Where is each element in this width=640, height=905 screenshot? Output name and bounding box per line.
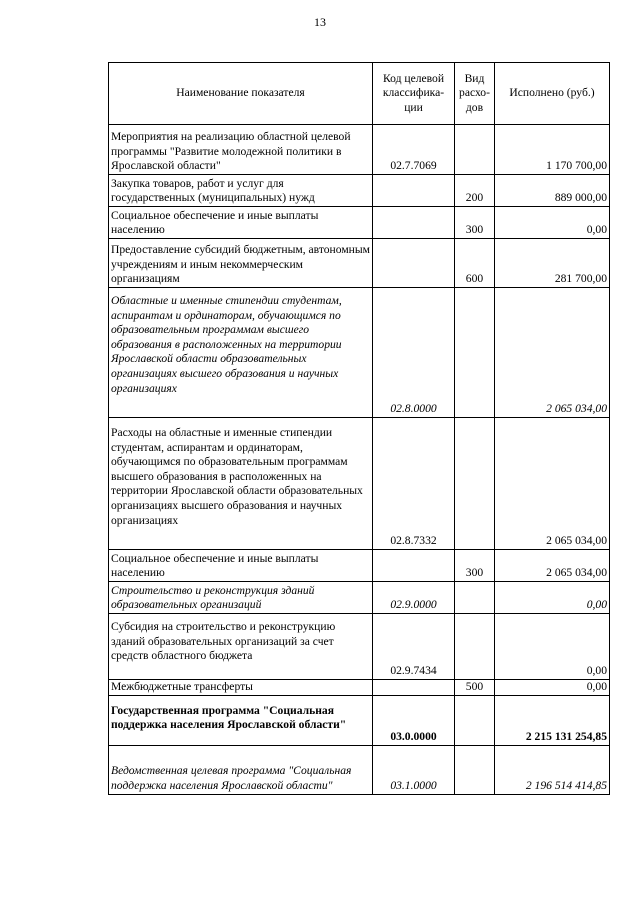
header-code: Код целевой классифика-ции bbox=[373, 63, 455, 125]
row-code: 02.9.0000 bbox=[373, 582, 455, 614]
row-kind bbox=[455, 614, 495, 680]
header-sum: Исполнено (руб.) bbox=[495, 63, 610, 125]
header-kind: Вид расхо-дов bbox=[455, 63, 495, 125]
table-row bbox=[109, 239, 610, 288]
row-sum: 1 170 700,00 bbox=[495, 125, 610, 175]
header-name: Наименование показателя bbox=[109, 63, 373, 125]
row-code: 02.9.7434 bbox=[373, 614, 455, 680]
row-name: Социальное обеспечение и иные выплаты населению bbox=[109, 207, 373, 239]
table-header-row bbox=[109, 63, 610, 125]
row-code bbox=[373, 239, 455, 288]
row-name: Строительство и реконструкция зданий образовательных организаций bbox=[109, 582, 373, 614]
row-code: 03.1.0000 bbox=[373, 745, 455, 794]
row-kind bbox=[455, 125, 495, 175]
table-row bbox=[109, 614, 610, 680]
row-name: Межбюджетные трансферты bbox=[109, 680, 373, 696]
table-row bbox=[109, 695, 610, 745]
row-kind bbox=[455, 582, 495, 614]
row-sum: 2 065 034,00 bbox=[495, 550, 610, 582]
row-sum: 2 215 131 254,85 bbox=[495, 695, 610, 745]
page-number: 13 bbox=[314, 15, 326, 29]
row-code: 02.8.7332 bbox=[373, 418, 455, 550]
row-sum: 0,00 bbox=[495, 680, 610, 696]
table-row bbox=[109, 680, 610, 696]
row-kind bbox=[455, 745, 495, 794]
table-row bbox=[109, 125, 610, 175]
table-row bbox=[109, 550, 610, 582]
row-sum: 0,00 bbox=[495, 614, 610, 680]
row-name: Субсидия на строительство и реконструкцию зданий образовательных организаций за счет средств областного бюджета bbox=[109, 614, 373, 680]
table-row bbox=[109, 207, 610, 239]
row-code: 03.0.0000 bbox=[373, 695, 455, 745]
row-name: Предоставление субсидий бюджетным, автономным учреждениям и иным некоммерческим организациям bbox=[109, 239, 373, 288]
row-name: Государственная программа "Социальная поддержка населения Ярославской области" bbox=[109, 695, 373, 745]
table-row bbox=[109, 175, 610, 207]
row-kind bbox=[455, 695, 495, 745]
row-kind: 200 bbox=[455, 175, 495, 207]
row-name: Мероприятия на реализацию областной целевой программы "Развитие молодежной политики в Ярославской области" bbox=[109, 125, 373, 175]
row-sum: 2 196 514 414,85 bbox=[495, 745, 610, 794]
row-code bbox=[373, 207, 455, 239]
row-code: 02.8.0000 bbox=[373, 288, 455, 418]
row-name: Расходы на областные и именные стипендии студентам, аспирантам и ординаторам, обучающимся по образовательным программам высшего образования в расположенных на территории Ярославской области образовательных организациях высшего образования и научных организациях bbox=[109, 418, 373, 550]
table-body bbox=[109, 125, 610, 795]
row-sum: 0,00 bbox=[495, 582, 610, 614]
row-kind: 300 bbox=[455, 207, 495, 239]
row-name: Социальное обеспечение и иные выплаты населению bbox=[109, 550, 373, 582]
row-kind bbox=[455, 288, 495, 418]
row-sum: 889 000,00 bbox=[495, 175, 610, 207]
budget-execution-table bbox=[108, 62, 610, 795]
table-row bbox=[109, 418, 610, 550]
row-code bbox=[373, 550, 455, 582]
table-row bbox=[109, 288, 610, 418]
row-kind: 500 bbox=[455, 680, 495, 696]
row-name: Закупка товаров, работ и услуг для государственных (муниципальных) нужд bbox=[109, 175, 373, 207]
row-sum: 0,00 bbox=[495, 207, 610, 239]
row-kind: 600 bbox=[455, 239, 495, 288]
row-kind: 300 bbox=[455, 550, 495, 582]
row-code: 02.7.7069 bbox=[373, 125, 455, 175]
row-kind bbox=[455, 418, 495, 550]
row-name: Ведомственная целевая программа "Социальная поддержка населения Ярославской области" bbox=[109, 745, 373, 794]
row-code bbox=[373, 175, 455, 207]
row-sum: 281 700,00 bbox=[495, 239, 610, 288]
row-code bbox=[373, 680, 455, 696]
row-sum: 2 065 034,00 bbox=[495, 288, 610, 418]
row-name: Областные и именные стипендии студентам, аспирантам и ординаторам, обучающимся по образовательным программам высшего образования в расположенных на территории Ярославской области образовательных организациях высшего образования и научных организациях bbox=[109, 288, 373, 418]
row-sum: 2 065 034,00 bbox=[495, 418, 610, 550]
table-row bbox=[109, 582, 610, 614]
table-row bbox=[109, 745, 610, 794]
